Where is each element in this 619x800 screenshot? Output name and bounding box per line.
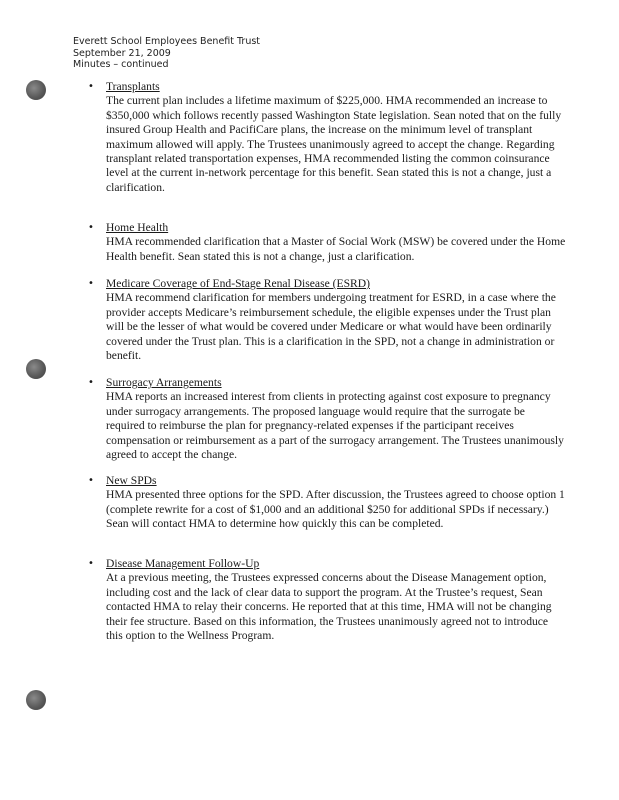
- item-body: HMA reports an increased interest from clients in protecting against cost exposure to pregnancy under surrogacy arrangements. The proposed language would require that the surrogate be required to reimburse the plan for pregnancy-related expenses if the participant receives compensation or reimbursement as a part of the surrogacy arrangement. The Trustees unanimously agreed to accept the change.: [106, 390, 564, 462]
- list-item-transplants: [88, 80, 566, 195]
- bullet-icon: •: [88, 558, 94, 569]
- punch-hole-middle: [26, 359, 46, 379]
- header-organization: Everett School Employees Benefit Trust: [73, 36, 261, 47]
- list-item-surrogacy: [88, 376, 566, 462]
- bullet-icon: •: [88, 81, 94, 92]
- header-subtitle: Minutes – continued: [73, 59, 169, 70]
- item-body: At a previous meeting, the Trustees expressed concerns about the Disease Management option, including cost and the lack of clear data to support the program. At the Trustee’s request, Sean contacted HMA to relay their concerns. He reported that at this time, HMA will not be changing their fee structure. Based on this information, the Trustees unanimously agreed not to introduce this option to the Wellness Program.: [106, 571, 552, 643]
- item-body: The current plan includes a lifetime maximum of $225,000. HMA recommended an increase to $350,000 which follows recently passed Washington State legislation. Sean noted that on the fully insured Group Health and PacifiCare plans, the increase on the minimum level of transplant maximum allowed will apply. The Trustees unanimously agreed to accept the change. Regarding transplant related transportation expenses, HMA recommended listing the common coinsurance level at the current in-network percentage for this benefit. Sean stated this is not a change, just a clarification.: [106, 94, 562, 194]
- item-heading: Medicare Coverage of End-Stage Renal Disease (ESRD): [106, 277, 370, 290]
- item-heading: Surrogacy Arrangements: [106, 376, 222, 389]
- list-item-esrd: [88, 277, 566, 363]
- item-heading: New SPDs: [106, 474, 157, 487]
- item-body: HMA recommend clarification for members undergoing treatment for ESRD, in a case where the provider accepts Medicare’s reimbursement schedule, the eligible expenses under the Trust plan will be the lesser of what would be covered under Medicare or what would have been ordinarily covered under the Trust plan. This is a clarification in the SPD, not a change in administration or benefit.: [106, 291, 556, 363]
- bullet-icon: •: [88, 222, 94, 233]
- bullet-icon: •: [88, 475, 94, 486]
- item-heading: Home Health: [106, 221, 169, 234]
- punch-hole-top: [26, 80, 46, 100]
- bullet-icon: •: [88, 278, 94, 289]
- item-body: HMA presented three options for the SPD. After discussion, the Trustees agreed to choose option 1 (complete rewrite for a cost of $1,000 and an additional $250 for additional SPDs if necessary.) Sean will contact HMA to determine how quickly this can be completed.: [106, 488, 565, 531]
- bullet-icon: •: [88, 377, 94, 388]
- list-item-home-health: [88, 221, 566, 264]
- list-item-new-spds: [88, 474, 566, 532]
- item-body: HMA recommended clarification that a Master of Social Work (MSW) be covered under the Home Health benefit. Sean stated this is not a change, just a clarification.: [106, 235, 566, 263]
- list-item-disease-management: [88, 557, 566, 643]
- item-heading: Transplants: [106, 80, 160, 93]
- punch-hole-bottom: [26, 690, 46, 710]
- header-date: September 21, 2009: [73, 47, 171, 59]
- item-heading: Disease Management Follow-Up: [106, 557, 260, 570]
- document-header: [73, 36, 260, 71]
